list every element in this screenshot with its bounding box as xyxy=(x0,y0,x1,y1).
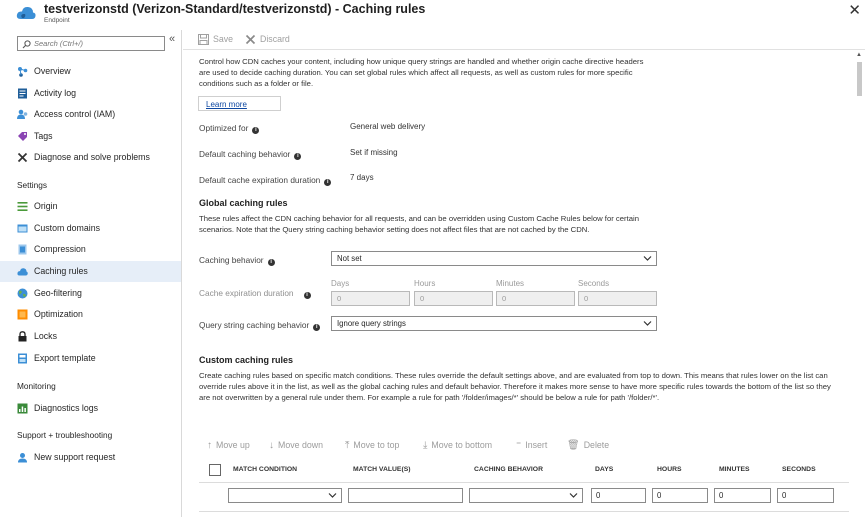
resource-menu xyxy=(0,30,182,517)
resource-type-label: Endpoint xyxy=(44,17,70,24)
default-cache-expiration-label: Default cache expiration duration i xyxy=(199,175,331,186)
chevron-down-icon xyxy=(643,320,652,327)
info-icon[interactable]: i xyxy=(324,179,331,186)
close-icon[interactable]: ✕ xyxy=(848,2,861,19)
sidebar-item-activity-log[interactable] xyxy=(0,83,181,104)
minutes-input[interactable]: 0 xyxy=(496,291,575,306)
table-row-divider xyxy=(199,511,849,512)
optimized-for-label: Optimized for i xyxy=(199,123,259,134)
info-icon[interactable]: i xyxy=(313,324,320,331)
info-icon[interactable]: i xyxy=(268,259,275,266)
command-bar xyxy=(183,30,865,50)
sidebar-item-caching-rules[interactable] xyxy=(0,261,181,282)
arrow-to-bottom-icon: ⤓ xyxy=(423,440,428,451)
query-string-caching-dropdown[interactable] xyxy=(331,316,657,331)
sidebar-item-export-template[interactable] xyxy=(0,348,181,369)
sidebar-item-origin[interactable] xyxy=(0,196,181,217)
sidebar-item-label: Compression xyxy=(34,244,86,254)
sidebar-item-label: Origin xyxy=(34,201,58,211)
row-days-input[interactable]: 0 xyxy=(591,488,646,503)
cdn-cloud-icon xyxy=(16,5,36,21)
sidebar-item-label: Access control (IAM) xyxy=(34,109,116,119)
wrench-icon xyxy=(17,152,28,163)
default-caching-behavior-value: Set if missing xyxy=(350,148,398,157)
diagnostics-logs-icon xyxy=(17,403,28,414)
insert-icon: ⁼ xyxy=(516,440,522,451)
info-icon[interactable]: i xyxy=(252,127,259,134)
support-section-header: Support + troubleshooting xyxy=(17,430,113,440)
collapse-menu-icon[interactable]: « xyxy=(169,33,176,45)
discard-label: Discard xyxy=(260,34,290,44)
global-caching-rules-description: These rules affect the CDN caching behavior for all requests, and can be overridden using Custom Cache Rules below for certain scenarios. Note that the Query string caching behavior setting does not affect files that are not cached by the CDN. xyxy=(199,214,639,234)
sidebar-item-label: Tags xyxy=(34,131,53,141)
sidebar-item-label: Overview xyxy=(34,66,71,76)
sidebar-item-label: Geo-filtering xyxy=(34,288,82,298)
seconds-input[interactable]: 0 xyxy=(578,291,657,306)
hours-label: Hours xyxy=(414,279,436,288)
column-header-seconds: SECONDS xyxy=(782,466,816,473)
column-header-minutes: MINUTES xyxy=(719,466,750,473)
days-input[interactable]: 0 xyxy=(331,291,410,306)
chevron-down-icon xyxy=(328,492,337,499)
origin-icon xyxy=(17,201,28,212)
insert-button[interactable]: ⁼ Insert xyxy=(516,440,548,451)
lock-icon xyxy=(17,331,28,342)
caching-rules-icon xyxy=(17,266,28,277)
column-header-match-values: MATCH VALUE(S) xyxy=(353,466,411,473)
sidebar-item-label: Export template xyxy=(34,353,96,363)
info-icon[interactable]: i xyxy=(294,153,301,160)
monitoring-section-header: Monitoring xyxy=(17,381,56,391)
sidebar-item-label: Custom domains xyxy=(34,223,101,233)
sidebar-item-custom-domains[interactable] xyxy=(0,218,181,239)
optimization-icon xyxy=(17,309,28,320)
sidebar-item-new-support-request[interactable] xyxy=(0,447,181,468)
save-icon xyxy=(198,34,209,45)
sidebar-item-tags[interactable] xyxy=(0,126,181,147)
sidebar-item-overview[interactable] xyxy=(0,61,181,82)
move-down-button[interactable]: ↓ Move down xyxy=(269,440,323,451)
seconds-label: Seconds xyxy=(578,279,610,288)
tag-icon xyxy=(17,131,28,142)
title-bar xyxy=(0,0,865,30)
sidebar-item-compression[interactable] xyxy=(0,239,181,260)
sidebar-item-label: Optimization xyxy=(34,309,83,319)
move-up-button[interactable]: ↑ Move up xyxy=(207,440,250,451)
chevron-down-icon xyxy=(569,492,578,499)
minutes-label: Minutes xyxy=(496,279,525,288)
query-string-caching-label: Query string caching behavior i xyxy=(199,320,320,331)
search-box[interactable] xyxy=(17,36,165,51)
compression-icon xyxy=(17,244,28,255)
settings-section-header: Settings xyxy=(17,180,47,190)
delete-button[interactable]: 🗑 Delete xyxy=(567,440,610,451)
custom-caching-rules-description: Create caching rules based on specific match conditions. These rules override the default settings above, and are evaluated from top to down. This means that rules lower on the list can override rules above it in the list, as well as the global caching rules and default behavior. Therefore it makes more sense to have more specific rules towards the bottom of the list so they are not overwritten by a general rule under them. For example a rule for path '/folder/images/*' should be below a rule for path '/folder/*'. xyxy=(199,371,831,402)
sidebar-item-label: Activity log xyxy=(34,88,77,98)
default-caching-behavior-label: Default caching behavior i xyxy=(199,149,301,160)
info-icon[interactable]: i xyxy=(304,292,311,299)
activity-log-icon xyxy=(17,88,28,99)
select-all-checkbox[interactable] xyxy=(209,464,221,476)
optimized-for-value: General web delivery xyxy=(350,122,426,131)
save-label: Save xyxy=(213,34,234,44)
column-header-hours: HOURS xyxy=(657,466,682,473)
global-caching-rules-heading: Global caching rules xyxy=(199,198,288,208)
sidebar-item-access-control[interactable] xyxy=(0,104,181,125)
sidebar-item-geo-filtering[interactable] xyxy=(0,283,181,304)
sidebar-item-label: Diagnostics logs xyxy=(34,403,99,413)
sidebar-item-diagnose[interactable] xyxy=(0,147,181,168)
arrow-to-top-icon: ⤒ xyxy=(345,440,350,451)
chevron-down-icon xyxy=(643,255,652,262)
caching-behavior-value: Not set xyxy=(337,254,362,263)
page-title: testverizonstd (Verizon-Standard/testverizonstd) - Caching rules xyxy=(44,2,426,16)
iam-icon xyxy=(17,109,28,120)
move-to-top-button[interactable]: ⤒ Move to top xyxy=(345,440,400,451)
sidebar-item-label: New support request xyxy=(34,452,116,462)
column-header-days: DAYS xyxy=(595,466,614,473)
column-header-caching-behavior: CACHING BEHAVIOR xyxy=(474,466,543,473)
query-string-caching-value: Ignore query strings xyxy=(337,319,406,328)
row-seconds-input[interactable]: 0 xyxy=(777,488,834,503)
caching-behavior-dropdown[interactable] xyxy=(331,251,657,266)
scroll-up-arrow-icon[interactable]: ▲ xyxy=(856,52,862,58)
learn-more-link[interactable]: Learn more xyxy=(198,96,281,111)
sidebar-item-diagnostics-logs[interactable] xyxy=(0,398,181,419)
search-input[interactable] xyxy=(34,38,162,49)
column-header-match-condition: MATCH CONDITION xyxy=(233,466,298,473)
overview-icon xyxy=(17,66,28,77)
geo-filtering-icon xyxy=(17,288,28,299)
default-cache-expiration-value: 7 days xyxy=(350,173,374,182)
row-caching-behavior-dropdown[interactable] xyxy=(469,488,583,503)
custom-domains-icon xyxy=(17,223,28,234)
scrollbar-thumb[interactable] xyxy=(857,62,862,96)
caching-rules-blade xyxy=(183,30,865,517)
days-label: Days xyxy=(331,279,350,288)
discard-icon xyxy=(245,34,256,45)
sidebar-item-label: Caching rules xyxy=(34,266,88,276)
search-icon xyxy=(22,40,31,49)
sidebar-item-label: Locks xyxy=(34,331,57,341)
trash-icon: 🗑 xyxy=(567,440,580,451)
move-to-bottom-button[interactable]: ⤓ Move to bottom xyxy=(423,440,493,451)
cache-expiration-duration-label: Cache expiration duration i xyxy=(199,288,311,299)
table-header-divider xyxy=(199,482,849,483)
export-template-icon xyxy=(17,353,28,364)
sidebar-item-label: Diagnose and solve problems xyxy=(34,152,150,162)
row-minutes-input[interactable]: 0 xyxy=(714,488,771,503)
row-hours-input[interactable]: 0 xyxy=(652,488,708,503)
support-request-icon xyxy=(17,452,28,463)
match-values-input[interactable] xyxy=(348,488,463,503)
sidebar-item-locks[interactable] xyxy=(0,326,181,347)
custom-caching-rules-heading: Custom caching rules xyxy=(199,355,294,365)
caching-behavior-label: Caching behavior i xyxy=(199,255,275,266)
arrow-up-icon: ↑ xyxy=(207,440,212,451)
arrow-down-icon: ↓ xyxy=(269,440,274,451)
hours-input[interactable]: 0 xyxy=(414,291,493,306)
match-condition-dropdown[interactable] xyxy=(228,488,342,503)
sidebar-item-optimization[interactable] xyxy=(0,304,181,325)
intro-text: Control how CDN caches your content, including how unique query strings are handled and whether origin cache directive headers are used to decide caching duration. You can set global rules which affect all requests, as well as custom rules for more specific conditions such as a folder or file. xyxy=(199,57,644,88)
